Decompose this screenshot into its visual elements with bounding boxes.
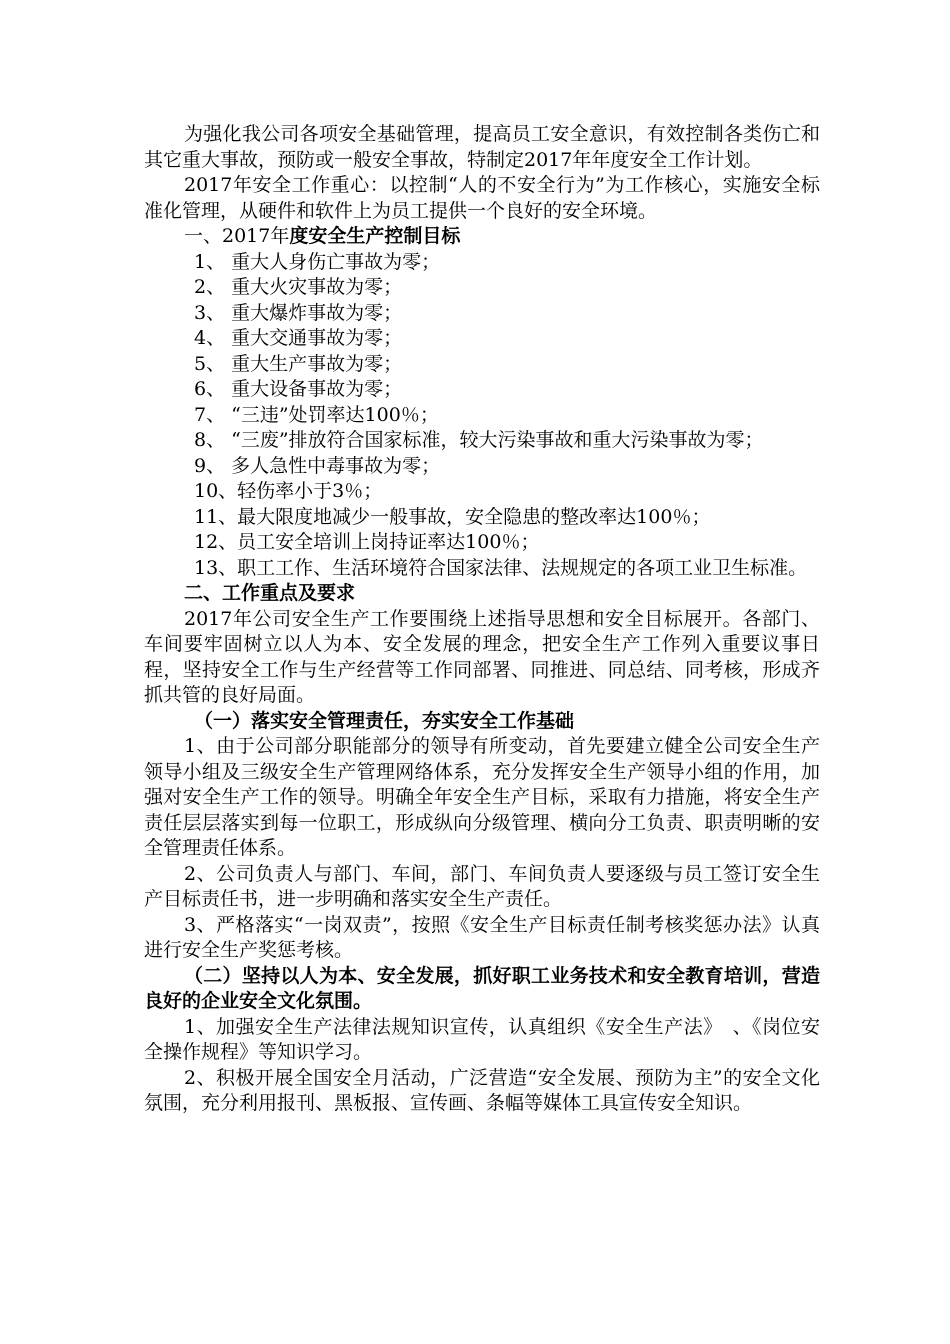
target-item-12: 12、员工安全培训上岗持证率达100％； <box>194 531 540 553</box>
target-item-2: 2、 重大火灾事故为零； <box>194 276 403 298</box>
target-item-10: 10、轻伤率小于3％； <box>194 480 383 502</box>
target-item-7: 7、 “三违”处罚率达100％； <box>194 403 439 426</box>
target-item-9: 9、 多人急性中毒事故为零； <box>194 454 441 477</box>
target-item-3: 3、 重大爆炸事故为零； <box>194 301 403 324</box>
target-item-1: 1、 重大人身伤亡事故为零； <box>194 250 441 273</box>
section-2-heading: 二、工作重点及要求 <box>184 582 356 604</box>
subsection-1-item-3: 3、严格落实“一岗双责”，按照《安全生产目标责任制考核奖惩办法》认真进行安全生产奖惩考核。 <box>144 913 820 961</box>
target-item-13: 13、职工工作、生活环境符合国家法律、法规规定的各项工业卫生标准。 <box>194 556 808 579</box>
subsection-1-item-1: 1、由于公司部分职能部分的领导有所变动，首先要建立健全公司安全生产领导小组及三级安全生产管理网络体系，充分发挥安全生产领导小组的作用，加强对安全生产工作的领导。明确全年安全生产目标，采取有力措施，将安全生产责任层层落实到每一位职工，形成纵向分级管理、横向分工负责、职责明晰的安全管理责任体系。 <box>144 735 820 859</box>
subsection-2-heading: （二）坚持以人为本、安全发展，抓好职工业务技术和安全教育培训，营造良好的企业安全文化氛围。 <box>144 964 820 1012</box>
target-item-8: 8、 “三废”排放符合国家标准，较大污染事故和重大污染事故为零； <box>194 429 764 451</box>
section-1-heading <box>144 224 820 250</box>
target-item-6: 6、 重大设备事故为零； <box>194 378 403 400</box>
subsection-1-item-2: 2、公司负责人与部门、车间，部门、车间负责人要逐级与员工签订安全生产目标责任书，进一步明确和落实安全生产责任。 <box>144 862 820 910</box>
section-2-paragraph: 2017年公司安全生产工作要围绕上述指导思想和安全目标展开。各部门、车间要牢固树立以人为本、安全发展的理念，把安全生产工作列入重要议事日程，坚持安全工作与生产经营等工作同部署、同推进、同总结、同考核，形成齐抓共管的良好局面。 <box>144 607 820 706</box>
section-1-heading-prefix: 一、2017年 <box>184 225 290 247</box>
focus-paragraph: 2017年安全工作重心：以控制“人的不安全行为”为工作核心，实施安全标准化管理，从硬件和软件上为员工提供一个良好的安全环境。 <box>144 174 820 222</box>
subsection-2-item-2: 2、积极开展全国安全月活动，广泛营造“安全发展、预防为主”的安全文化氛围，充分利用报刊、黑板报、宣传画、条幅等媒体工具宣传安全知识。 <box>144 1066 820 1114</box>
target-item-4: 4、 重大交通事故为零； <box>194 327 403 349</box>
target-item-5: 5、 重大生产事故为零； <box>194 352 403 375</box>
section-1-heading-bold: 度安全生产控制目标 <box>289 225 461 247</box>
subsection-2-item-1: 1、加强安全生产法律法规知识宣传，认真组织《安全生产法》 、《岗位安全操作规程》等知识学习。 <box>144 1015 820 1063</box>
document-body <box>144 122 820 1117</box>
subsection-1-heading: （一）落实安全管理责任，夯实安全工作基础 <box>194 709 575 732</box>
intro-paragraph: 为强化我公司各项安全基础管理，提高员工安全意识，有效控制各类伤亡和其它重大事故，预防或一般安全事故，特制定2017年年度安全工作计划。 <box>144 123 820 171</box>
target-item-11: 11、最大限度地减少一般事故，安全隐患的整改率达100％； <box>194 505 711 528</box>
